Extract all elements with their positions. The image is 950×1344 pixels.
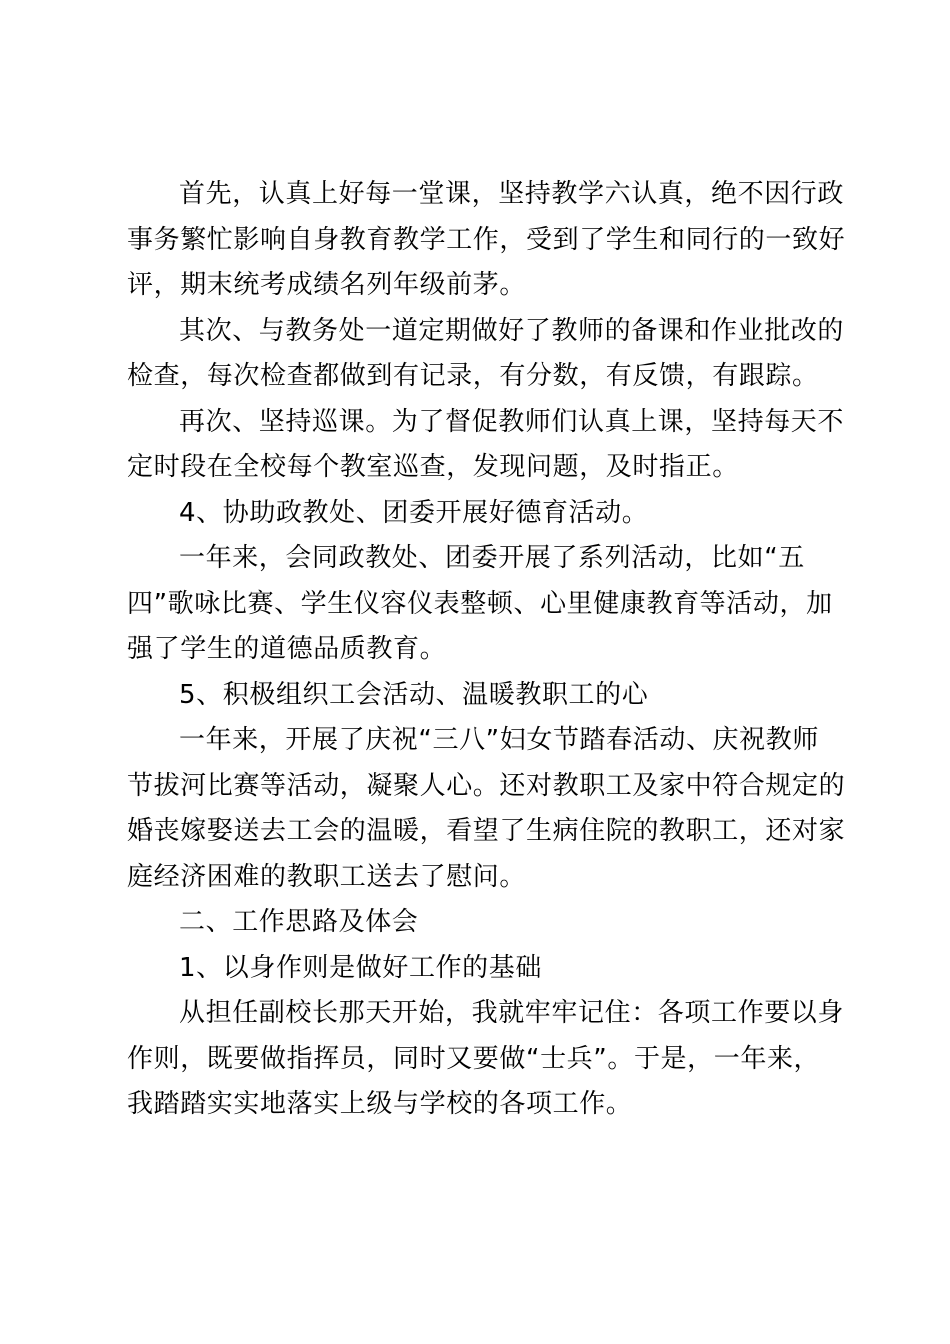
text-line: 节拔河比赛等活动，凝聚人心。还对教职工及家中符合规定的 [127,770,846,801]
text-line: 5、积极组织工会活动、温暖教职工的心 [179,679,649,710]
text-line: 再次、坚持巡课。为了督促教师们认真上课，坚持每天不 [179,406,845,437]
text-line: 二、工作思路及体会 [179,907,419,937]
text-line: 强了学生的道德品质教育。 [127,634,447,664]
text-line: 我踏踏实实地落实上级与学校的各项工作。 [127,1089,633,1119]
text-line: 庭经济困难的教职工送去了慰问。 [127,861,527,892]
text-line: 婚丧嫁娶送去工会的温暖，看望了生病住院的教职工，还对家 [127,816,846,846]
text-line: 一年来，开展了庆祝“三八”妇女节踏春活动、庆祝教师 [179,725,819,755]
text-line: 检查，每次检查都做到有记录，有分数，有反馈，有跟踪。 [127,361,819,391]
text-line: 定时段在全校每个教室巡查，发现问题，及时指正。 [127,452,739,482]
text-line: 4、协助政教处、团委开展好德育活动。 [179,497,649,528]
text-line: 1、以身作则是做好工作的基础 [179,952,542,983]
text-line: 从担任副校长那天开始，我就牢牢记住：各项工作要以身 [179,998,845,1028]
text-line: 四”歌咏比赛、学生仪容仪表整顿、心里健康教育等活动，加 [127,588,833,619]
document-body [127,172,846,1128]
text-line: 作则，既要做指挥员，同时又要做“士兵”。于是，一年来， [127,1043,821,1074]
text-line: 其次、与教务处一道定期做好了教师的备课和作业批改的 [179,315,845,346]
text-line: 首先，认真上好每一堂课，坚持教学六认真，绝不因行政 [179,179,845,209]
text-line: 事务繁忙影响自身教育教学工作，受到了学生和同行的一致好 [127,224,846,255]
text-line: 评，期末统考成绩名列年级前茅。 [127,270,527,300]
text-line: 一年来，会同政教处、团委开展了系列活动，比如“五 [179,543,805,573]
